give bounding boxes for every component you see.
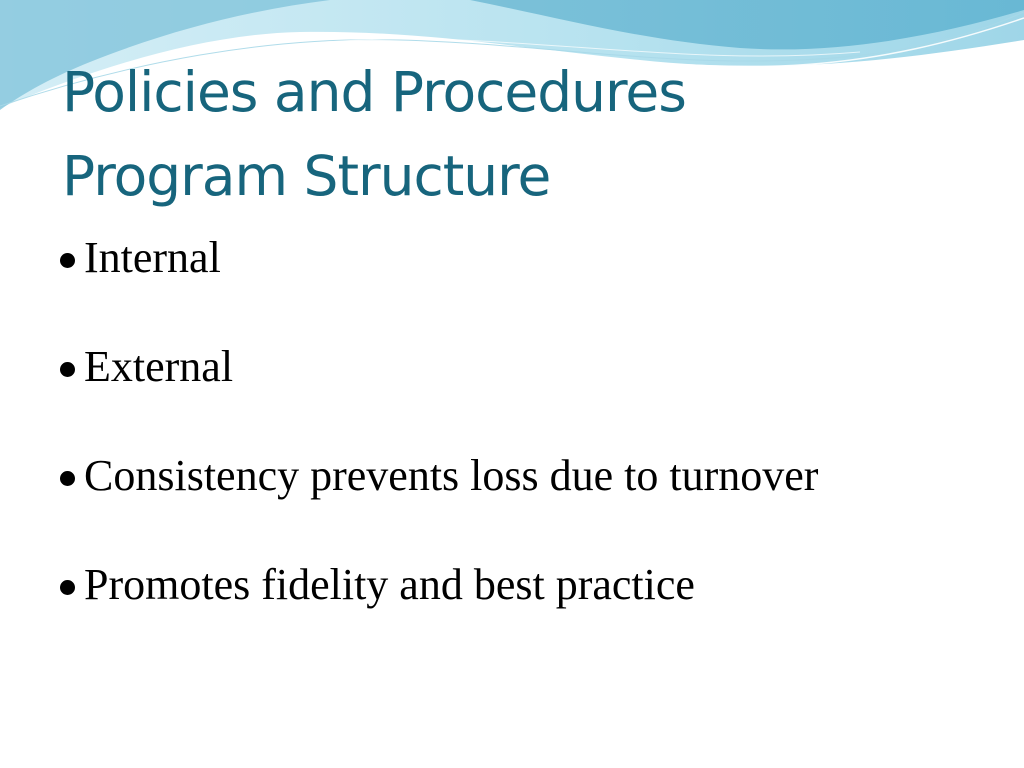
- bullet-item: [60, 232, 818, 284]
- bullet-dot-icon: [60, 253, 75, 268]
- bullet-dot-icon: [60, 471, 75, 486]
- slide-title: [62, 50, 686, 218]
- bullet-text: External: [84, 342, 234, 391]
- bullet-item: [60, 559, 818, 611]
- bullet-list: [60, 232, 818, 668]
- bullet-item: [60, 450, 818, 502]
- bullet-item: [60, 341, 818, 393]
- bullet-dot-icon: [60, 362, 75, 377]
- slide-title-line-1: Policies and Procedures: [62, 60, 686, 124]
- bullet-text: Internal: [84, 233, 221, 282]
- bullet-dot-icon: [60, 580, 75, 595]
- bullet-text: Promotes fidelity and best practice: [84, 560, 695, 609]
- slide-title-line-2: Program Structure: [62, 144, 551, 208]
- bullet-text: Consistency prevents loss due to turnover: [84, 451, 819, 500]
